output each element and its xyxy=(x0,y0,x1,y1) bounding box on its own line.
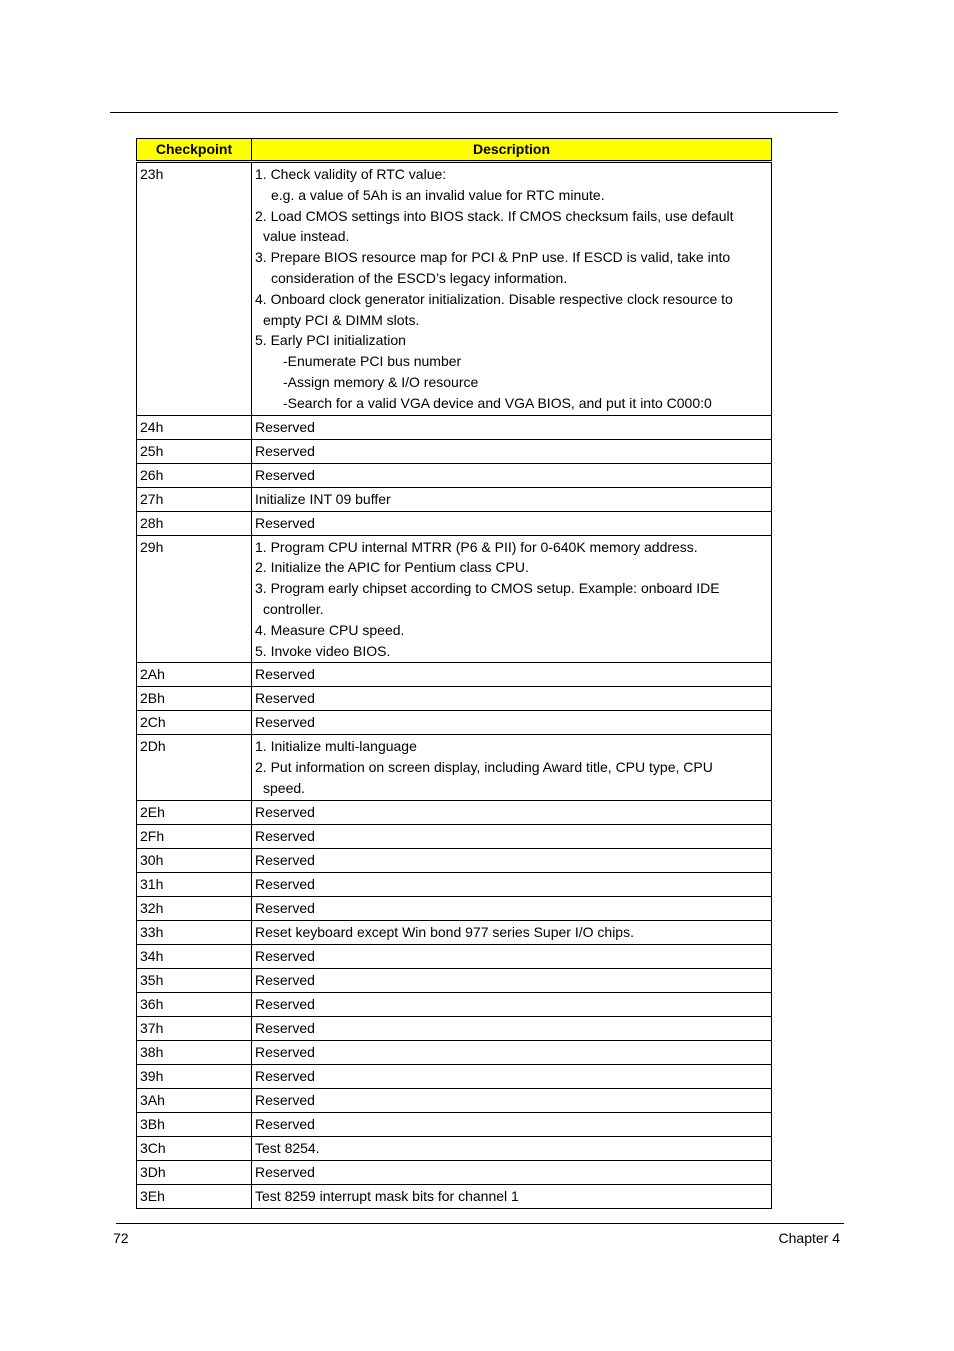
table-row xyxy=(137,1136,772,1160)
description-line: -Enumerate PCI bus number xyxy=(283,353,462,370)
description-line: Reset keyboard except Win bond 977 series Super I/O chips. xyxy=(255,923,634,940)
description-line: 1. Program CPU internal MTRR (P6 & PII) for 0-640K memory address. xyxy=(255,538,698,555)
description-cell xyxy=(252,1160,772,1184)
checkpoint-header: Checkpoint xyxy=(137,139,252,162)
description-cell xyxy=(252,848,772,872)
page-number: 72 xyxy=(113,1230,129,1246)
checkpoint-cell: 3Ah xyxy=(137,1088,252,1112)
description-line: Reserved xyxy=(255,1163,315,1180)
table-row xyxy=(137,463,772,487)
checkpoint-cell: 36h xyxy=(137,992,252,1016)
description-line: Reserved xyxy=(255,803,315,820)
table-row xyxy=(137,920,772,944)
checkpoint-cell: 25h xyxy=(137,439,252,463)
checkpoint-cell: 30h xyxy=(137,848,252,872)
description-cell xyxy=(252,896,772,920)
table-row xyxy=(137,1160,772,1184)
description-line: empty PCI & DIMM slots. xyxy=(263,311,420,328)
description-line: 4. Measure CPU speed. xyxy=(255,621,405,638)
description-line: Reserved xyxy=(255,466,315,483)
table-row xyxy=(137,896,772,920)
description-line: speed. xyxy=(263,779,306,796)
table-row xyxy=(137,1040,772,1064)
description-cell xyxy=(252,944,772,968)
description-line: Reserved xyxy=(255,1019,315,1036)
table-row xyxy=(137,735,772,800)
table-row xyxy=(137,1064,772,1088)
checkpoint-cell: 29h xyxy=(137,535,252,663)
checkpoint-cell: 32h xyxy=(137,896,252,920)
checkpoint-cell: 39h xyxy=(137,1064,252,1088)
description-cell xyxy=(252,687,772,711)
description-cell xyxy=(252,439,772,463)
description-line: 2. Put information on screen display, including Award title, CPU type, CPU xyxy=(255,759,713,776)
description-line: Reserved xyxy=(255,1115,315,1132)
description-cell xyxy=(252,920,772,944)
checkpoint-cell: 34h xyxy=(137,944,252,968)
table-row xyxy=(137,824,772,848)
table-row xyxy=(137,968,772,992)
description-cell xyxy=(252,735,772,800)
checkpoint-cell: 3Bh xyxy=(137,1112,252,1136)
table-row xyxy=(137,162,772,416)
table-row xyxy=(137,848,772,872)
description-cell xyxy=(252,487,772,511)
table-header-row xyxy=(137,139,772,162)
description-line: 1. Initialize multi-language xyxy=(255,738,417,755)
description-cell xyxy=(252,968,772,992)
table-row xyxy=(137,1184,772,1208)
description-cell xyxy=(252,872,772,896)
description-line: Reserved xyxy=(255,1043,315,1060)
description-cell xyxy=(252,711,772,735)
description-cell xyxy=(252,1136,772,1160)
description-cell xyxy=(252,1064,772,1088)
description-line: consideration of the ESCD’s legacy information. xyxy=(271,269,568,286)
description-line: -Assign memory & I/O resource xyxy=(283,373,479,390)
table-row xyxy=(137,415,772,439)
description-cell xyxy=(252,1088,772,1112)
table-row xyxy=(137,944,772,968)
checkpoint-cell: 33h xyxy=(137,920,252,944)
description-cell xyxy=(252,1112,772,1136)
description-line: Reserved xyxy=(255,1067,315,1084)
checkpoint-cell: 31h xyxy=(137,872,252,896)
description-cell xyxy=(252,535,772,663)
table-row xyxy=(137,663,772,687)
description-cell xyxy=(252,511,772,535)
description-line: Reserved xyxy=(255,995,315,1012)
description-cell xyxy=(252,800,772,824)
table-row xyxy=(137,1016,772,1040)
description-cell xyxy=(252,1184,772,1208)
description-cell xyxy=(252,663,772,687)
checkpoint-cell: 2Eh xyxy=(137,800,252,824)
description-line: Test 8254. xyxy=(255,1139,320,1156)
description-line: Reserved xyxy=(255,514,315,531)
checkpoint-cell: 24h xyxy=(137,415,252,439)
description-line: Reserved xyxy=(255,947,315,964)
description-line: 2. Initialize the APIC for Pentium class CPU. xyxy=(255,559,529,576)
description-line: 3. Program early chipset according to CMOS setup. Example: onboard IDE xyxy=(255,580,720,597)
description-line: value instead. xyxy=(263,228,350,245)
description-cell xyxy=(252,992,772,1016)
description-header: Description xyxy=(252,139,772,162)
table-row xyxy=(137,511,772,535)
description-cell xyxy=(252,162,772,416)
description-line: Reserved xyxy=(255,714,315,731)
description-line: Reserved xyxy=(255,1091,315,1108)
description-line: Test 8259 interrupt mask bits for channel 1 xyxy=(255,1187,519,1204)
description-cell xyxy=(252,1016,772,1040)
checkpoint-cell: 3Ch xyxy=(137,1136,252,1160)
checkpoint-cell: 38h xyxy=(137,1040,252,1064)
description-line: Reserved xyxy=(255,851,315,868)
description-cell xyxy=(252,463,772,487)
description-cell xyxy=(252,1040,772,1064)
description-line: 5. Invoke video BIOS. xyxy=(255,642,391,659)
table-row xyxy=(137,535,772,663)
description-cell xyxy=(252,415,772,439)
description-cell xyxy=(252,824,772,848)
checkpoint-cell: 2Bh xyxy=(137,687,252,711)
table-row xyxy=(137,800,772,824)
description-line: Reserved xyxy=(255,875,315,892)
checkpoint-cell: 3Dh xyxy=(137,1160,252,1184)
checkpoint-cell: 2Ah xyxy=(137,663,252,687)
description-line: 3. Prepare BIOS resource map for PCI & PnP use. If ESCD is valid, take into xyxy=(255,249,731,266)
description-line: 2. Load CMOS settings into BIOS stack. If CMOS checksum fails, use default xyxy=(255,207,734,224)
table-row xyxy=(137,1088,772,1112)
table-row xyxy=(137,439,772,463)
description-line: Reserved xyxy=(255,690,315,707)
checkpoint-cell: 2Ch xyxy=(137,711,252,735)
table-row xyxy=(137,1112,772,1136)
bottom-rule xyxy=(116,1223,844,1224)
top-rule xyxy=(110,112,838,113)
table-row xyxy=(137,992,772,1016)
description-line: 1. Check validity of RTC value: xyxy=(255,166,447,182)
checkpoint-cell: 26h xyxy=(137,463,252,487)
checkpoint-cell: 35h xyxy=(137,968,252,992)
table-row xyxy=(137,487,772,511)
description-line: Reserved xyxy=(255,827,315,844)
checkpoint-cell: 37h xyxy=(137,1016,252,1040)
checkpoint-cell: 23h xyxy=(137,162,252,416)
description-line: -Search for a valid VGA device and VGA BIOS, and put it into C000:0 xyxy=(283,394,712,411)
table-body xyxy=(137,162,772,1209)
checkpoint-cell: 28h xyxy=(137,511,252,535)
description-line: 5. Early PCI initialization xyxy=(255,332,406,349)
checkpoint-cell: 2Dh xyxy=(137,735,252,800)
table-row xyxy=(137,711,772,735)
checkpoint-cell: 3Eh xyxy=(137,1184,252,1208)
checkpoint-cell: 2Fh xyxy=(137,824,252,848)
description-line: controller. xyxy=(263,600,324,617)
checkpoint-table xyxy=(136,138,772,1209)
description-line: Reserved xyxy=(255,971,315,988)
description-line: Reserved xyxy=(255,442,315,459)
description-line: Reserved xyxy=(255,899,315,916)
description-line: Reserved xyxy=(255,418,315,435)
description-line: Initialize INT 09 buffer xyxy=(255,490,391,507)
description-line: Reserved xyxy=(255,666,315,683)
checkpoint-cell: 27h xyxy=(137,487,252,511)
description-line: 4. Onboard clock generator initialization. Disable respective clock resource to xyxy=(255,290,733,307)
table-row xyxy=(137,687,772,711)
table-row xyxy=(137,872,772,896)
description-line: e.g. a value of 5Ah is an invalid value for RTC minute. xyxy=(271,186,605,203)
chapter-label: Chapter 4 xyxy=(778,1230,840,1246)
